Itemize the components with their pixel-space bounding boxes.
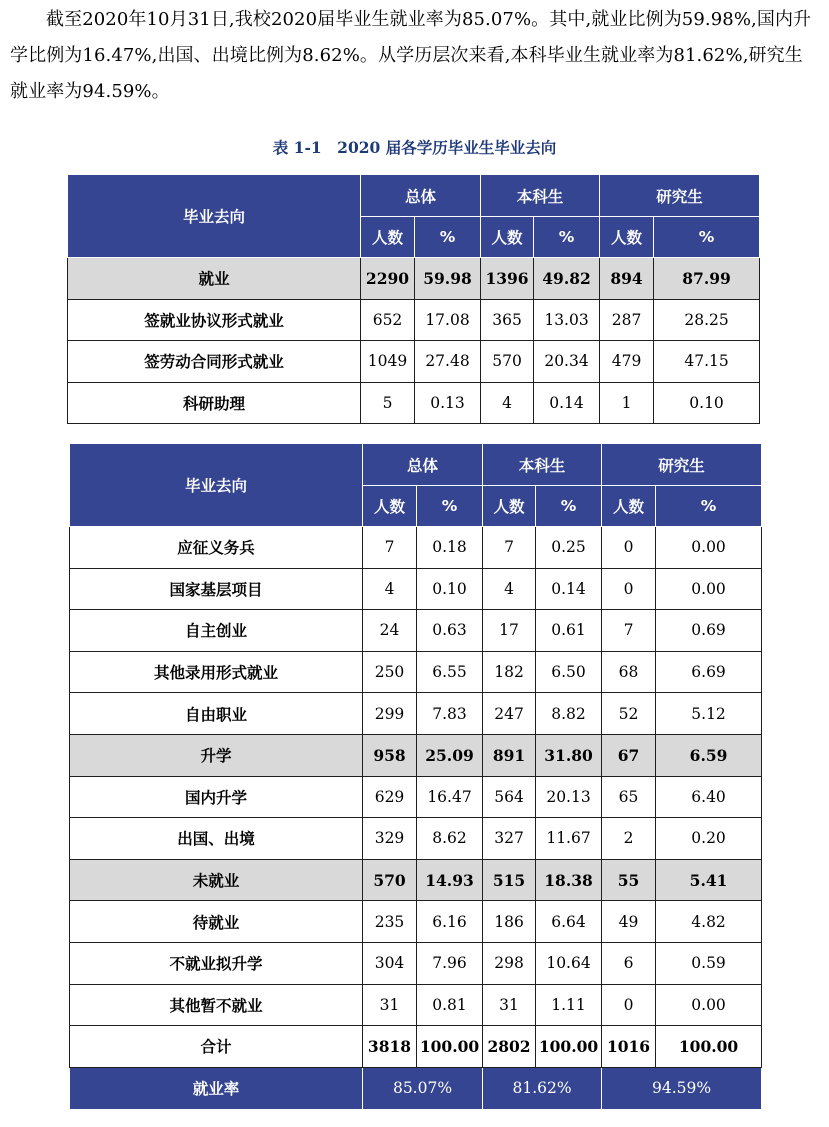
rate-undergrad: 81.62% <box>483 1067 602 1109</box>
percent-cell: 59.98 <box>415 258 481 300</box>
count-cell: 958 <box>363 734 417 776</box>
count-cell: 1049 <box>361 341 415 383</box>
header-overall: 总体 <box>361 175 481 217</box>
table-row <box>70 651 762 693</box>
row-label: 国内升学 <box>70 776 363 818</box>
header-undergrad: 本科生 <box>481 175 600 217</box>
count-cell: 5 <box>361 382 415 424</box>
count-cell: 65 <box>602 776 656 818</box>
row-label: 国家基层项目 <box>70 568 363 610</box>
count-cell: 1016 <box>602 1026 656 1068</box>
count-cell: 4 <box>483 568 536 610</box>
count-cell: 186 <box>483 901 536 943</box>
header-destination: 毕业去向 <box>68 175 361 258</box>
count-cell: 31 <box>483 984 536 1026</box>
header-percent: % <box>654 217 760 258</box>
percent-cell: 49.82 <box>534 258 600 300</box>
table-row <box>68 258 760 300</box>
count-cell: 629 <box>363 776 417 818</box>
header-percent: % <box>656 486 762 527</box>
table-row <box>68 299 760 341</box>
header-count: 人数 <box>481 217 534 258</box>
row-label: 升学 <box>70 734 363 776</box>
count-cell: 327 <box>483 818 536 860</box>
header-count: 人数 <box>600 217 654 258</box>
count-cell: 52 <box>602 693 656 735</box>
percent-cell: 7.83 <box>417 693 483 735</box>
percent-cell: 0.13 <box>415 382 481 424</box>
table-row <box>70 984 762 1026</box>
percent-cell: 6.69 <box>656 651 762 693</box>
count-cell: 1396 <box>481 258 534 300</box>
percent-cell: 87.99 <box>654 258 760 300</box>
count-cell: 0 <box>602 527 656 569</box>
table-row <box>70 776 762 818</box>
percent-cell: 0.10 <box>654 382 760 424</box>
count-cell: 304 <box>363 942 417 984</box>
percent-cell: 0.20 <box>656 818 762 860</box>
count-cell: 515 <box>483 859 536 901</box>
count-cell: 894 <box>600 258 654 300</box>
destination-table-part2 <box>69 443 762 1110</box>
table-row <box>70 859 762 901</box>
percent-cell: 0.00 <box>656 984 762 1026</box>
rate-label: 就业率 <box>70 1067 363 1109</box>
percent-cell: 0.61 <box>536 610 602 652</box>
percent-cell: 1.11 <box>536 984 602 1026</box>
table-row <box>68 382 760 424</box>
row-label: 其他暂不就业 <box>70 984 363 1026</box>
row-label: 待就业 <box>70 901 363 943</box>
header-graduate: 研究生 <box>600 175 760 217</box>
count-cell: 1 <box>600 382 654 424</box>
percent-cell: 14.93 <box>417 859 483 901</box>
row-label: 未就业 <box>70 859 363 901</box>
count-cell: 0 <box>602 568 656 610</box>
table-row <box>68 341 760 383</box>
count-cell: 49 <box>602 901 656 943</box>
count-cell: 299 <box>363 693 417 735</box>
header-undergrad: 本科生 <box>483 444 602 486</box>
percent-cell: 8.62 <box>417 818 483 860</box>
count-cell: 17 <box>483 610 536 652</box>
table-row <box>70 942 762 984</box>
count-cell: 7 <box>363 527 417 569</box>
percent-cell: 10.64 <box>536 942 602 984</box>
header-graduate: 研究生 <box>602 444 762 486</box>
table-row <box>70 693 762 735</box>
count-cell: 365 <box>481 299 534 341</box>
percent-cell: 100.00 <box>656 1026 762 1068</box>
count-cell: 287 <box>600 299 654 341</box>
percent-cell: 18.38 <box>536 859 602 901</box>
percent-cell: 0.18 <box>417 527 483 569</box>
percent-cell: 6.64 <box>536 901 602 943</box>
row-label: 合计 <box>70 1026 363 1068</box>
percent-cell: 47.15 <box>654 341 760 383</box>
row-label: 科研助理 <box>68 382 361 424</box>
table-caption: 表 1-1 2020 届各学历毕业生毕业去向 <box>272 138 557 157</box>
row-label: 应征义务兵 <box>70 527 363 569</box>
count-cell: 182 <box>483 651 536 693</box>
percent-cell: 8.82 <box>536 693 602 735</box>
percent-cell: 0.59 <box>656 942 762 984</box>
count-cell: 250 <box>363 651 417 693</box>
row-label: 就业 <box>68 258 361 300</box>
header-overall: 总体 <box>363 444 483 486</box>
row-label: 自主创业 <box>70 610 363 652</box>
count-cell: 24 <box>363 610 417 652</box>
table-row <box>70 818 762 860</box>
employment-rate-row <box>70 1067 762 1109</box>
count-cell: 247 <box>483 693 536 735</box>
count-cell: 3818 <box>363 1026 417 1068</box>
header-percent: % <box>415 217 481 258</box>
row-label: 自由职业 <box>70 693 363 735</box>
percent-cell: 100.00 <box>536 1026 602 1068</box>
header-count: 人数 <box>483 486 536 527</box>
percent-cell: 0.25 <box>536 527 602 569</box>
percent-cell: 5.41 <box>656 859 762 901</box>
table-row <box>70 610 762 652</box>
count-cell: 2290 <box>361 258 415 300</box>
count-cell: 0 <box>602 984 656 1026</box>
percent-cell: 0.14 <box>536 568 602 610</box>
count-cell: 4 <box>363 568 417 610</box>
percent-cell: 6.55 <box>417 651 483 693</box>
percent-cell: 0.10 <box>417 568 483 610</box>
count-cell: 570 <box>363 859 417 901</box>
header-count: 人数 <box>602 486 656 527</box>
table-row <box>70 901 762 943</box>
percent-cell: 20.34 <box>534 341 600 383</box>
percent-cell: 28.25 <box>654 299 760 341</box>
percent-cell: 5.12 <box>656 693 762 735</box>
percent-cell: 6.40 <box>656 776 762 818</box>
header-count: 人数 <box>363 486 417 527</box>
rate-graduate: 94.59% <box>602 1067 762 1109</box>
count-cell: 298 <box>483 942 536 984</box>
percent-cell: 0.14 <box>534 382 600 424</box>
percent-cell: 100.00 <box>417 1026 483 1068</box>
percent-cell: 4.82 <box>656 901 762 943</box>
header-percent: % <box>417 486 483 527</box>
percent-cell: 16.47 <box>417 776 483 818</box>
row-label: 不就业拟升学 <box>70 942 363 984</box>
percent-cell: 6.50 <box>536 651 602 693</box>
table-row <box>70 527 762 569</box>
percent-cell: 6.59 <box>656 734 762 776</box>
count-cell: 564 <box>483 776 536 818</box>
row-label: 出国、出境 <box>70 818 363 860</box>
table-row <box>70 1026 762 1068</box>
percent-cell: 0.69 <box>656 610 762 652</box>
row-label: 其他录用形式就业 <box>70 651 363 693</box>
count-cell: 7 <box>602 610 656 652</box>
count-cell: 68 <box>602 651 656 693</box>
count-cell: 55 <box>602 859 656 901</box>
count-cell: 652 <box>361 299 415 341</box>
count-cell: 570 <box>481 341 534 383</box>
percent-cell: 25.09 <box>417 734 483 776</box>
count-cell: 2802 <box>483 1026 536 1068</box>
percent-cell: 7.96 <box>417 942 483 984</box>
percent-cell: 20.13 <box>536 776 602 818</box>
header-count: 人数 <box>361 217 415 258</box>
percent-cell: 0.81 <box>417 984 483 1026</box>
intro-paragraph: 截至2020年10月31日,我校2020届毕业生就业率为85.07%。其中,就业比例为59.98%,国内升学比例为16.47%,出国、出境比例为8.62%。从学历层次来看,本科毕业生就业率为81.62%,研究生就业率为94.59%。 <box>10 9 812 102</box>
percent-cell: 6.16 <box>417 901 483 943</box>
count-cell: 479 <box>600 341 654 383</box>
count-cell: 7 <box>483 527 536 569</box>
row-label: 签劳动合同形式就业 <box>68 341 361 383</box>
table-row <box>70 734 762 776</box>
percent-cell: 31.80 <box>536 734 602 776</box>
header-destination: 毕业去向 <box>70 444 363 527</box>
count-cell: 329 <box>363 818 417 860</box>
count-cell: 891 <box>483 734 536 776</box>
percent-cell: 0.63 <box>417 610 483 652</box>
table-row <box>70 568 762 610</box>
percent-cell: 27.48 <box>415 341 481 383</box>
count-cell: 235 <box>363 901 417 943</box>
header-percent: % <box>536 486 602 527</box>
count-cell: 2 <box>602 818 656 860</box>
rate-overall: 85.07% <box>363 1067 483 1109</box>
count-cell: 67 <box>602 734 656 776</box>
percent-cell: 17.08 <box>415 299 481 341</box>
row-label: 签就业协议形式就业 <box>68 299 361 341</box>
percent-cell: 11.67 <box>536 818 602 860</box>
count-cell: 6 <box>602 942 656 984</box>
count-cell: 31 <box>363 984 417 1026</box>
header-percent: % <box>534 217 600 258</box>
destination-table-part1 <box>67 174 760 424</box>
percent-cell: 0.00 <box>656 568 762 610</box>
percent-cell: 13.03 <box>534 299 600 341</box>
count-cell: 4 <box>481 382 534 424</box>
percent-cell: 0.00 <box>656 527 762 569</box>
